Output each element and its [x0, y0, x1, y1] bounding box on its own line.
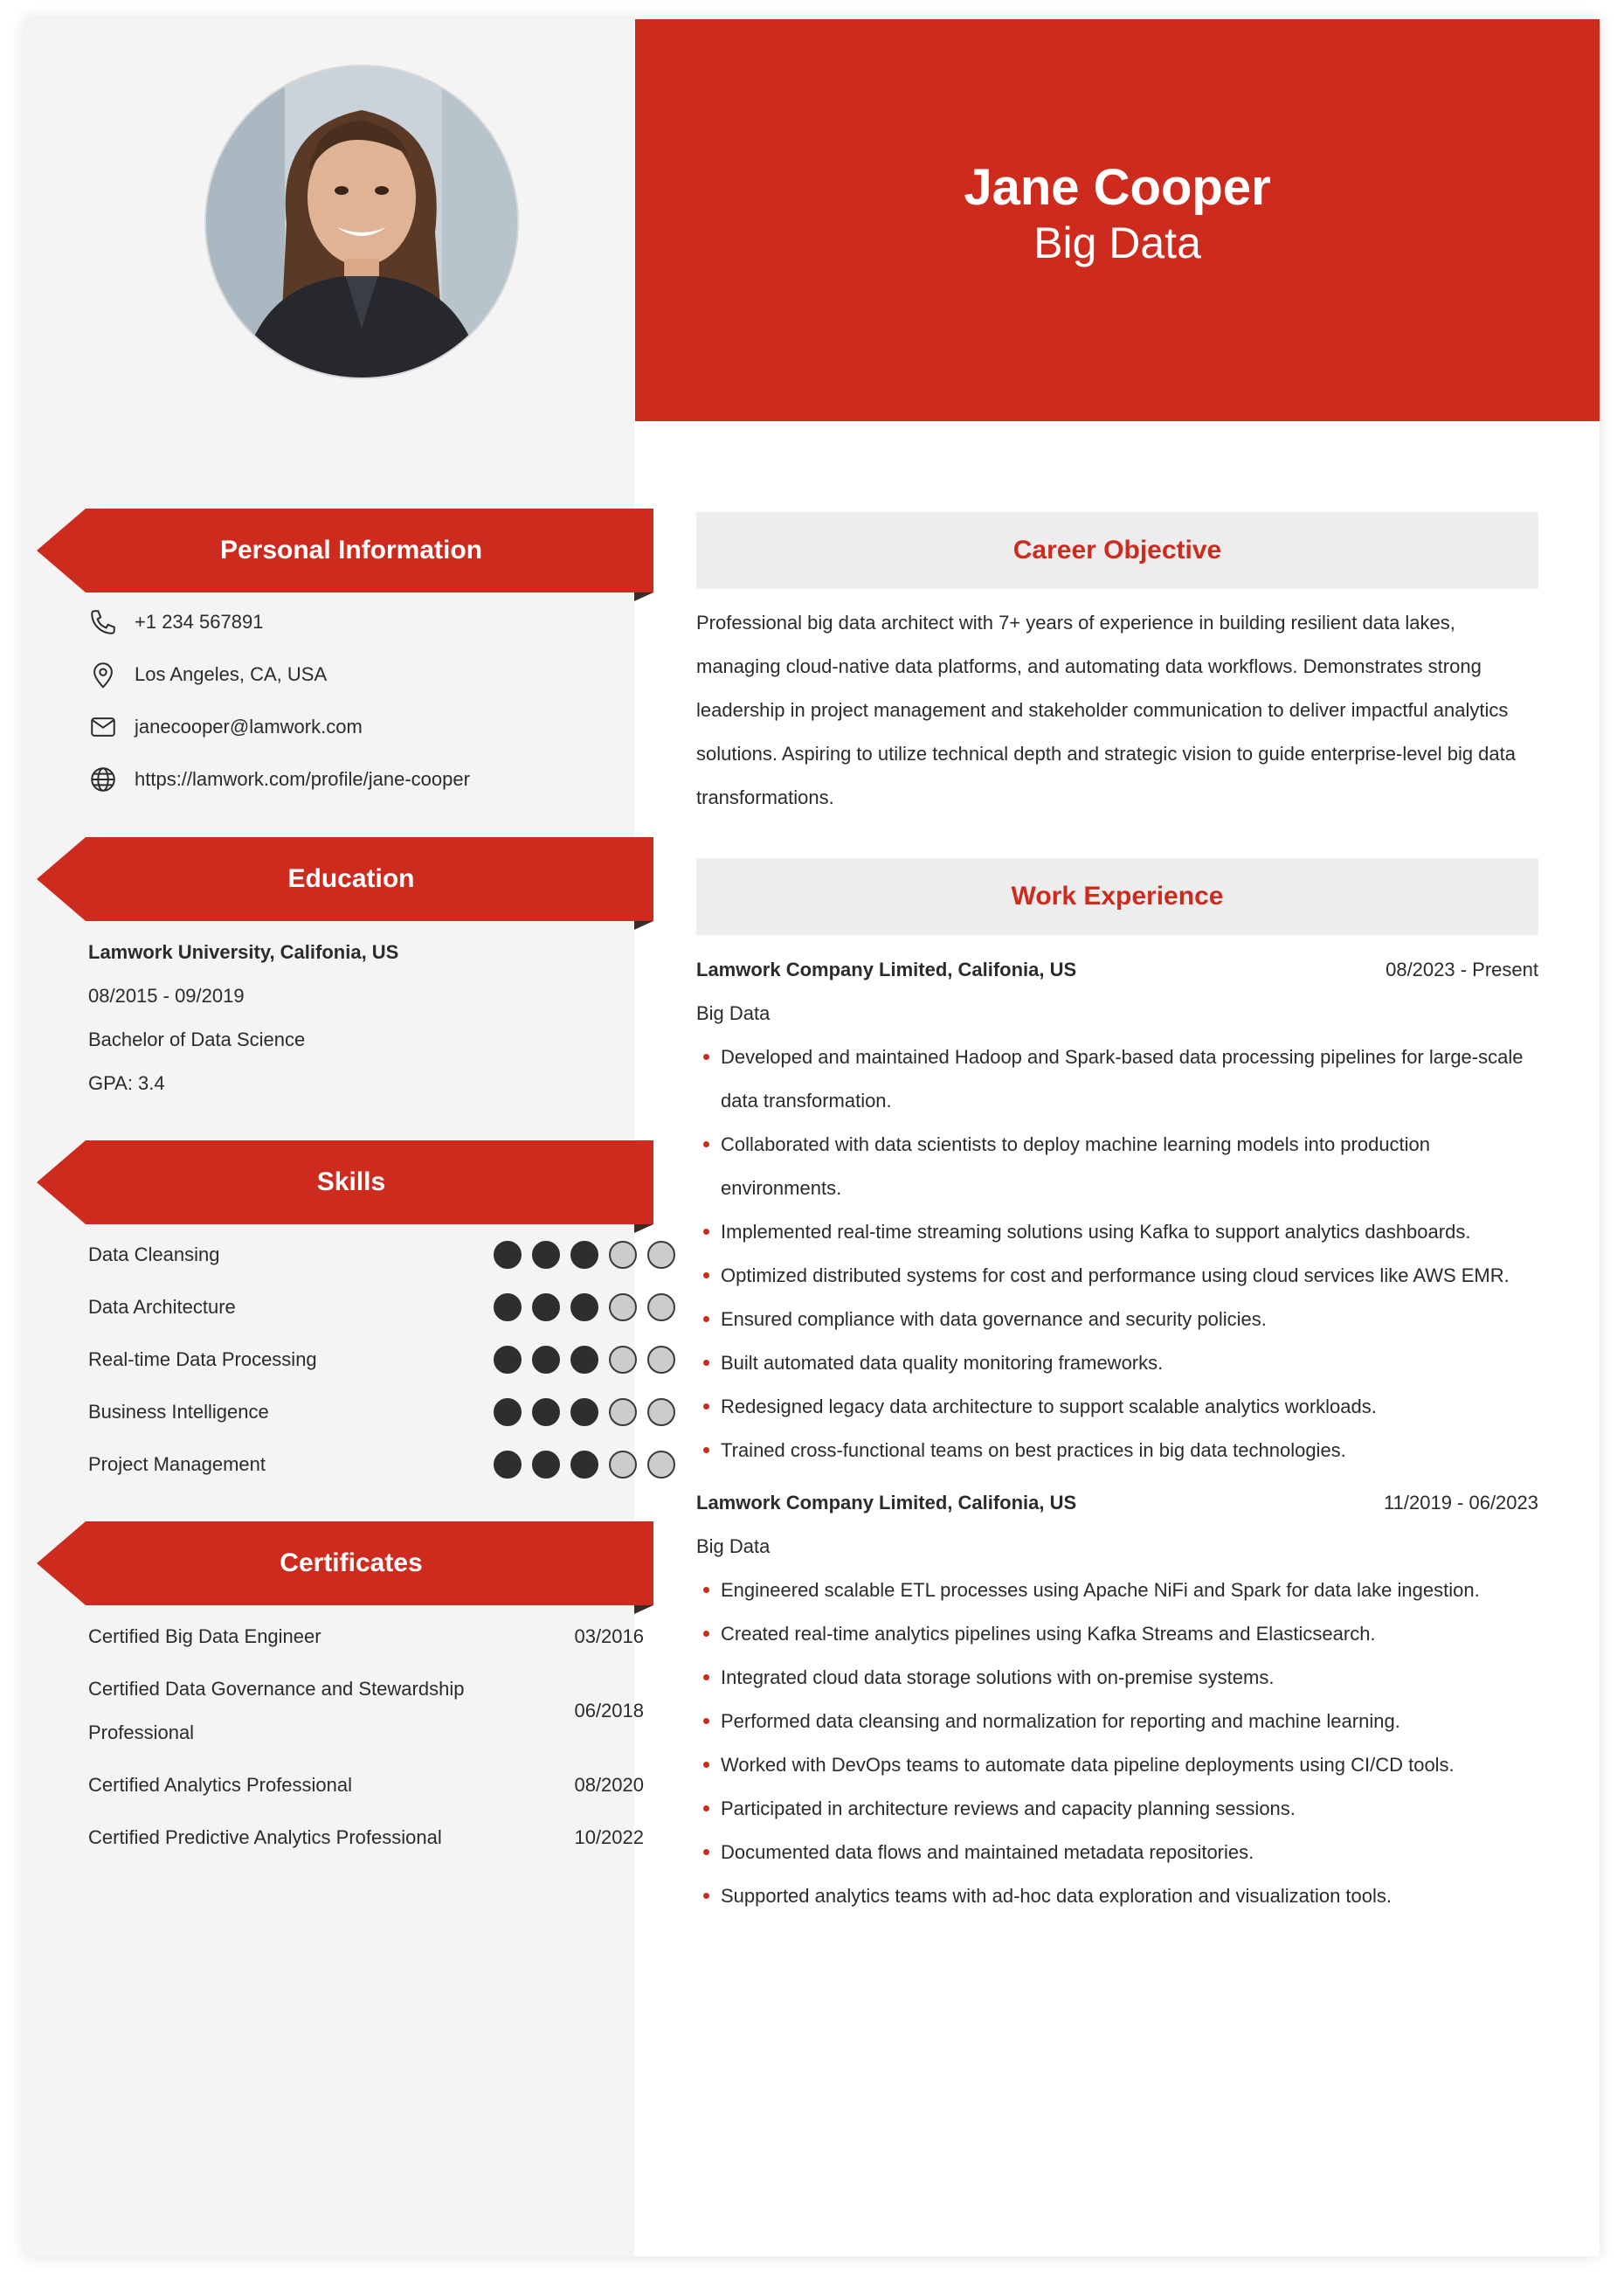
job-bullet: Collaborated with data scientists to deploy machine learning models into production environments.	[721, 1123, 1538, 1210]
certificate-date: 08/2020	[574, 1774, 644, 1796]
phone-text: +1 234 567891	[135, 611, 264, 633]
rating-dot-filled	[570, 1346, 598, 1374]
personal-info-title: Personal Information	[219, 536, 483, 565]
job-bullet: Built automated data quality monitoring frameworks.	[721, 1341, 1538, 1385]
education-degree: Bachelor of Data Science	[88, 1029, 306, 1050]
rating-dot-filled	[532, 1346, 560, 1374]
personal-info-banner	[37, 509, 653, 592]
job-bullets	[721, 1569, 1538, 1918]
skill-row	[88, 1237, 639, 1272]
skill-rating	[494, 1451, 686, 1479]
rating-dot-filled	[494, 1451, 522, 1479]
rating-dot-empty	[647, 1241, 675, 1269]
rating-dot-empty	[647, 1293, 675, 1321]
rating-dot-empty	[609, 1293, 637, 1321]
rating-dot-filled	[494, 1241, 522, 1269]
job-bullet: Created real-time analytics pipelines using Kafka Streams and Elasticsearch.	[721, 1612, 1538, 1656]
rating-dot-filled	[532, 1451, 560, 1479]
profile-photo	[204, 65, 519, 379]
certificate-date: 03/2016	[574, 1625, 644, 1647]
education-school: Lamwork University, Califonia, US	[88, 941, 399, 963]
rating-dot-filled	[570, 1293, 598, 1321]
skills-title: Skills	[316, 1167, 386, 1196]
job-role: Big Data	[696, 1535, 771, 1557]
skill-rating	[494, 1293, 686, 1321]
location-pin-icon	[87, 659, 119, 690]
email-link[interactable]: janecooper@lamwork.com	[135, 716, 363, 738]
certificates-title: Certificates	[280, 1548, 423, 1577]
skill-row	[88, 1342, 639, 1377]
job-dates: 11/2019 - 06/2023	[1384, 1492, 1538, 1514]
job-header	[696, 948, 1538, 992]
rating-dot-filled	[570, 1398, 598, 1426]
header-banner	[635, 19, 1600, 421]
contact-location	[87, 657, 327, 692]
location-text: Los Angeles, CA, USA	[135, 663, 328, 685]
career-objective-heading: Career Objective	[696, 512, 1538, 589]
candidate-role: Big Data	[1033, 218, 1201, 267]
job-bullet: Trained cross-functional teams on best practices in big data technologies.	[721, 1429, 1538, 1472]
education-dates: 08/2015 - 09/2019	[88, 985, 245, 1007]
certificate-name: Certified Data Governance and Stewardship Professional	[88, 1678, 465, 1743]
website-link[interactable]: https://lamwork.com/profile/jane-cooper	[135, 768, 470, 790]
skill-name: Data Cleansing	[88, 1243, 220, 1265]
rating-dot-filled	[494, 1398, 522, 1426]
job-bullet: Engineered scalable ETL processes using Apache NiFi and Spark for data lake ingestion.	[721, 1569, 1538, 1612]
contact-email	[87, 710, 363, 745]
contact-website	[87, 762, 470, 797]
skills-banner	[37, 1140, 653, 1224]
certificate-name: Certified Analytics Professional	[88, 1774, 353, 1796]
job-bullet: Redesigned legacy data architecture to support scalable analytics workloads.	[721, 1385, 1538, 1429]
rating-dot-filled	[570, 1241, 598, 1269]
skill-name: Real-time Data Processing	[88, 1348, 317, 1370]
certificate-date: 10/2022	[574, 1826, 644, 1848]
phone-icon	[87, 606, 119, 638]
rating-dot-filled	[494, 1346, 522, 1374]
certificate-item	[88, 1816, 644, 1860]
skill-rating	[494, 1346, 686, 1374]
certificate-name: Certified Big Data Engineer	[88, 1625, 321, 1647]
rating-dot-empty	[609, 1398, 637, 1426]
rating-dot-filled	[532, 1398, 560, 1426]
resume-page	[24, 19, 1600, 2256]
skill-row	[88, 1290, 639, 1325]
candidate-name: Jane Cooper	[964, 159, 1271, 216]
education-title: Education	[287, 864, 415, 893]
job-company: Lamwork Company Limited, Califonia, US	[696, 959, 1077, 980]
skill-row	[88, 1395, 639, 1430]
certificate-item	[88, 1667, 644, 1755]
skill-name: Data Architecture	[88, 1296, 236, 1318]
work-experience-heading: Work Experience	[696, 858, 1538, 935]
education-banner	[37, 837, 653, 921]
job-dates: 08/2023 - Present	[1386, 959, 1538, 980]
globe-icon	[87, 764, 119, 795]
job-bullets	[721, 1036, 1538, 1472]
career-objective-text: Professional big data architect with 7+ years of experience in building resilient data lakes, managing cloud-native data platforms, and automating data workflows. Demonstrates strong leadership in project management and stakeholder communication to deliver impactful analytics solutions. Aspiring to utilize technical depth and strategic vision to guide enterprise-level big data transformations.	[696, 612, 1516, 808]
job-bullet: Integrated cloud data storage solutions with on-premise systems.	[721, 1656, 1538, 1700]
job-bullet: Implemented real-time streaming solutions using Kafka to support analytics dashboards.	[721, 1210, 1538, 1254]
certificate-item	[88, 1763, 644, 1807]
skill-row	[88, 1447, 639, 1482]
certificate-item	[88, 1615, 644, 1659]
job-bullet: Ensured compliance with data governance and security policies.	[721, 1298, 1538, 1341]
job-company: Lamwork Company Limited, Califonia, US	[696, 1492, 1077, 1514]
job-bullet: Participated in architecture reviews and capacity planning sessions.	[721, 1787, 1538, 1831]
rating-dot-filled	[494, 1293, 522, 1321]
contact-phone	[87, 605, 263, 640]
sidebar	[24, 19, 634, 2256]
skill-name: Business Intelligence	[88, 1401, 269, 1423]
rating-dot-empty	[609, 1346, 637, 1374]
certificate-date: 06/2018	[574, 1700, 644, 1721]
rating-dot-filled	[532, 1293, 560, 1321]
certificate-name: Certified Predictive Analytics Professional	[88, 1826, 442, 1848]
skill-rating	[494, 1241, 686, 1269]
job-bullet: Performed data cleansing and normalization for reporting and machine learning.	[721, 1700, 1538, 1743]
rating-dot-empty	[647, 1451, 675, 1479]
education-gpa: GPA: 3.4	[88, 1072, 165, 1094]
job-bullet: Developed and maintained Hadoop and Spark-based data processing pipelines for large-scale data transformation.	[721, 1036, 1538, 1123]
rating-dot-empty	[609, 1451, 637, 1479]
rating-dot-empty	[609, 1241, 637, 1269]
certificates-banner	[37, 1521, 653, 1605]
job-bullet: Documented data flows and maintained metadata repositories.	[721, 1831, 1538, 1874]
skill-name: Project Management	[88, 1453, 266, 1475]
rating-dot-filled	[532, 1241, 560, 1269]
rating-dot-filled	[570, 1451, 598, 1479]
skill-rating	[494, 1398, 686, 1426]
job-role: Big Data	[696, 1002, 771, 1024]
job-header	[696, 1481, 1538, 1525]
job-bullet: Optimized distributed systems for cost and performance using cloud services like AWS EMR.	[721, 1254, 1538, 1298]
mail-icon	[87, 711, 119, 743]
rating-dot-empty	[647, 1398, 675, 1426]
rating-dot-empty	[647, 1346, 675, 1374]
job-bullet: Supported analytics teams with ad-hoc data exploration and visualization tools.	[721, 1874, 1538, 1918]
job-bullet: Worked with DevOps teams to automate data pipeline deployments using CI/CD tools.	[721, 1743, 1538, 1787]
